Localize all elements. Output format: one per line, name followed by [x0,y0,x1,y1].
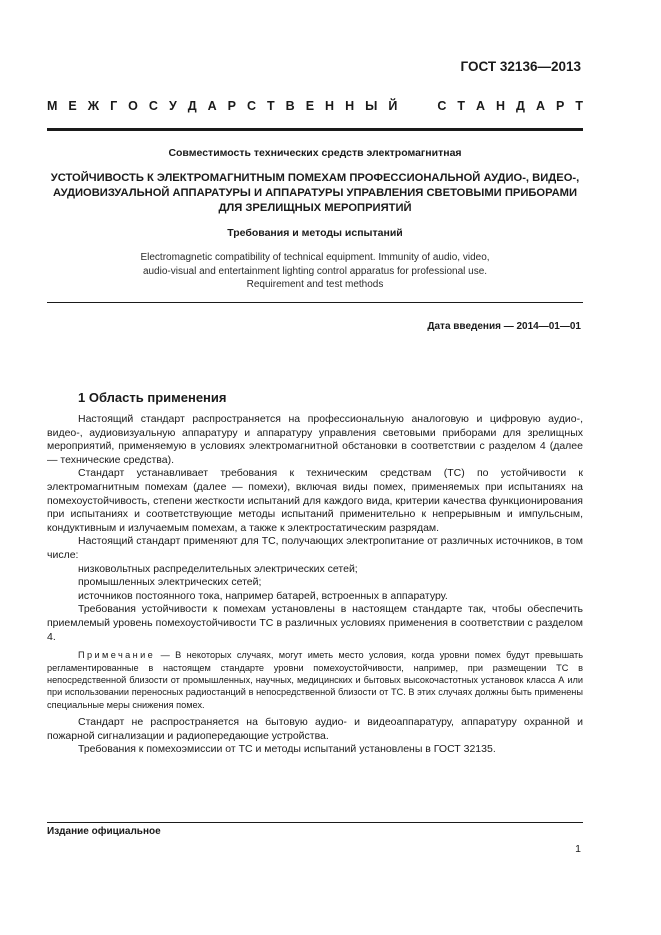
requirements-subtitle: Требования и методы испытаний [227,227,403,239]
banner-letter: Т [457,99,465,113]
banner-gap [423,99,426,113]
english-title [47,251,583,292]
paragraph: Настоящий стандарт применяют для ТС, получающих электропитание от различных источников, в том числе: [47,535,583,561]
title-divider [47,302,583,303]
banner-letter: Н [496,99,506,113]
english-title-line: audio-visual and entertainment lighting control apparatus for professional use. [142,265,488,277]
banner-letter: Т [575,99,583,113]
title-line: УСТОЙЧИВОСТЬ К ЭЛЕКТРОМАГНИТНЫМ ПОМЕХАМ ПРОФЕССИОНАЛЬНОЙ АУДИО-, ВИДЕО-, [50,172,580,184]
english-title-line: Electromagnetic compatibility of technical equipment. Immunity of audio, video, [140,252,490,263]
list-item: низковольтных распределительных электрических сетей; [78,562,358,575]
note-text: — В некоторых случаях, могут иметь место условия, когда уровни помех будут превышать регламентированные в настоящем стандарте уровни помехоустойчивости, например, при размещении ТС в непосредственной близости от промышленных, научных, медицинских и бытовых высокочастотных установок класса А или при использовании переносных радиостанций в непосредственной близости от ТС. В этих случаях должны быть применены специальные меры снижения помех. [47,650,583,710]
banner-letter: А [535,99,545,113]
banner-letter: В [285,99,295,113]
list-item: источников постоянного тока, например батарей, встроенных в аппаратуру. [78,589,448,602]
list-item: промышленных электрических сетей; [78,576,262,589]
banner-letter: Р [555,99,565,113]
banner-letter: А [207,99,217,113]
note [47,649,583,711]
banner-letter: С [148,99,158,113]
paragraph: Стандарт устанавливает требования к техническим средствам (ТС) по устойчивости к электромагнитным помехам (далее — помехи), включая виды помех, применяемых при испытаниях на помехоустойчивость, степени жесткости испытаний для каждого вида, критерии качества функционирования при испытаниях и соответствующие методы испытаний применительно к непрерывным и импульсным, кондуктивным и излучаемым помехам, а также к электростатическим разрядам. [47,467,583,534]
banner-letter: Й [388,99,398,113]
banner-letter: С [437,99,447,113]
standard-subtitle: Совместимость технических средств электромагнитная [168,147,462,159]
banner-letter: У [168,99,177,113]
banner-letter: Д [516,99,525,113]
paragraph: Стандарт не распространяется на бытовую аудио- и видеоаппаратуру, аппаратуру охранной и пожарной сигнализации и радиопередающие устройства. [47,716,583,742]
banner-letter: Ы [365,99,378,113]
header-rule [47,128,583,131]
banner-letter: С [247,99,257,113]
banner-letter: Н [325,99,335,113]
banner-letter: О [128,99,138,113]
banner-letter: Н [345,99,355,113]
page-number: 1 [575,843,581,855]
footer-rule [47,822,583,823]
banner-letter: Т [267,99,275,113]
title-line: ДЛЯ ЗРЕЛИЩНЫХ МЕРОПРИЯТИЙ [218,202,412,214]
paragraph: Настоящий стандарт распространяется на профессиональную аналоговую и цифровую аудио-, видео-, аудиовизуальную аппаратуру и аппаратуру управления световыми приборами для зрелищных мероприятий, применяемую в условиях электромагнитной обстановки в соответствии с разделом 4 (далее — технические средства). [47,413,583,466]
banner-letter: Ж [87,99,100,113]
title-line: АУДИОВИЗУАЛЬНОЙ АППАРАТУРЫ И АППАРАТУРЫ УПРАВЛЕНИЯ СВЕТОВЫМИ ПРИБОРАМИ [52,187,578,199]
standard-title [47,171,583,216]
section-heading: 1 Область применения [78,390,227,405]
introduction-date: Дата введения — 2014—01—01 [427,321,581,332]
note-label: Примечание [78,650,156,661]
document-code: ГОСТ 32136—2013 [460,59,581,74]
banner-letter: Е [68,99,77,113]
interstate-standard-banner [47,99,583,113]
section-body [47,413,583,757]
banner-letter: Е [305,99,315,113]
banner-letter: Р [227,99,236,113]
paragraph: Требования к помехоэмиссии от ТС и методы испытаний установлены в ГОСТ 32135. [78,743,496,756]
banner-letter: Д [187,99,197,113]
banner-letter: А [475,99,486,113]
banner-letter: Г [110,99,118,113]
banner-letter: М [47,99,58,113]
official-edition: Издание официальное [47,826,161,837]
english-title-line: Requirement and test methods [246,279,384,290]
banner-gap [408,99,411,113]
paragraph: Требования устойчивости к помехам установлены в настоящем стандарте так, чтобы обеспечить приемлемый уровень помехоустойчивости ТС в различных условиях применения в соответствии с разделом 4. [47,603,583,643]
